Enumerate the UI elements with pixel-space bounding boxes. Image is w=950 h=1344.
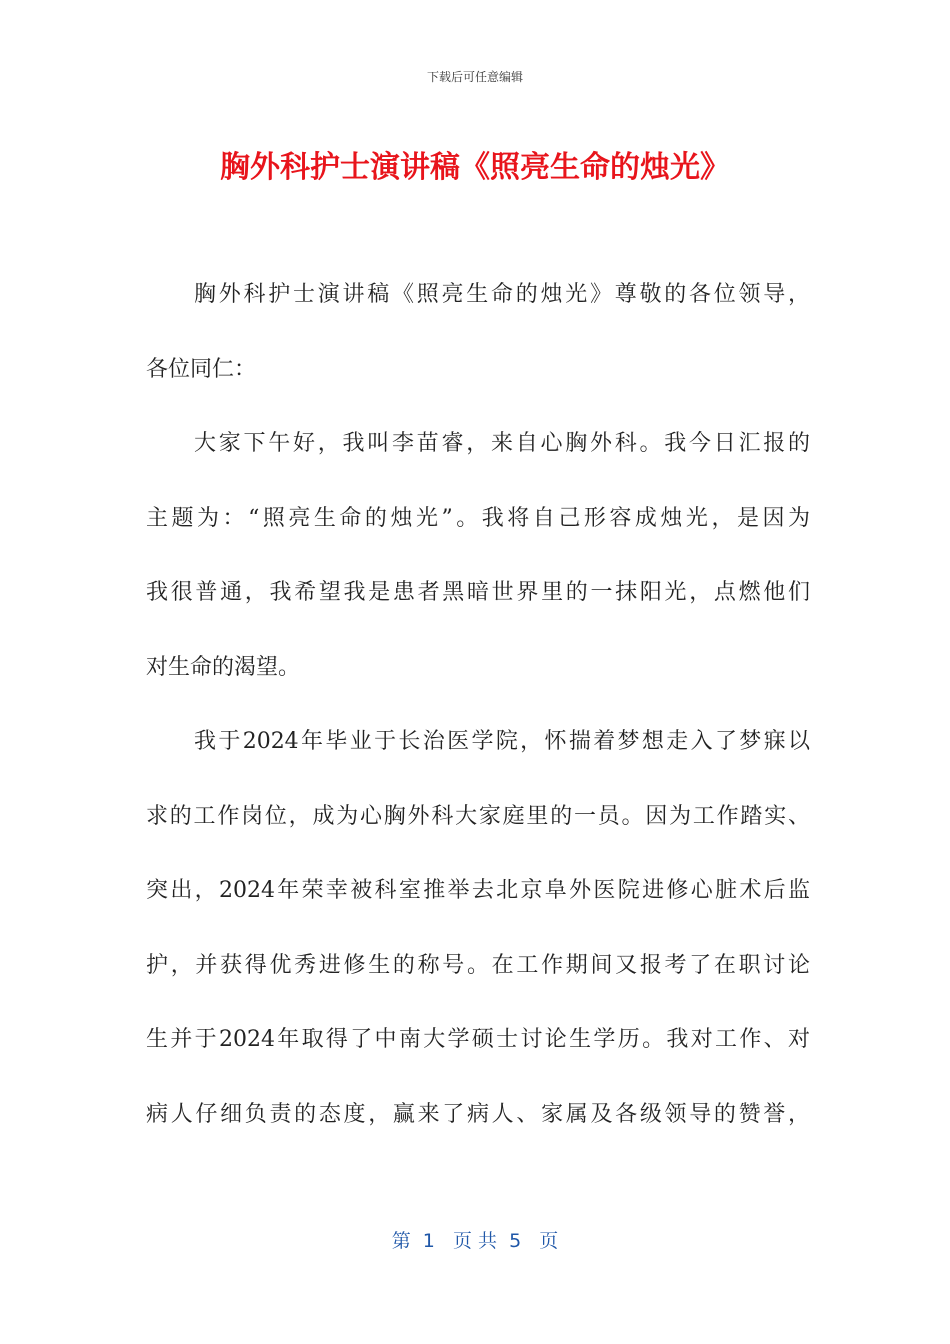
- body-line: 突出，2024年荣幸被科室推举去北京阜外医院进修心脏术后监: [146, 878, 810, 903]
- page-footer: 第 1 页 共 5 页: [391, 1230, 559, 1252]
- body-line: 求的工作岗位，成为心胸外科大家庭里的一员。因为工作踏实、: [146, 803, 810, 829]
- body-line: 主题为：“照亮生命的烛光”。我将自己形容成烛光，是因为: [146, 505, 810, 531]
- body-line: 护，并获得优秀进修生的称号。在工作期间又报考了在职讨论: [146, 952, 810, 978]
- body-line: 我很普通，我希望我是患者黑暗世界里的一抹阳光，点燃他们: [146, 580, 810, 605]
- document-title: 胸外科护士演讲稿《照亮生命的烛光》: [220, 150, 730, 185]
- body-line: 各位同仁：: [146, 356, 257, 382]
- header-note: 下载后可任意编辑: [426, 70, 523, 84]
- body-line: 胸外科护士演讲稿《照亮生命的烛光》尊敬的各位领导，: [194, 282, 810, 307]
- body-line: 病人仔细负责的态度，赢来了病人、家属及各级领导的赞誉，: [146, 1101, 810, 1127]
- body-line: 我于2024年毕业于长治医学院，怀揣着梦想走入了梦寐以: [194, 729, 810, 754]
- body-line: 大家下午好，我叫李苗睿，来自心胸外科。我今日汇报的: [194, 431, 810, 456]
- body-line: 对生命的渴望。: [146, 654, 301, 680]
- document-body: [146, 258, 810, 1152]
- body-line: 生并于2024年取得了中南大学硕士讨论生学历。我对工作、对: [146, 1027, 810, 1052]
